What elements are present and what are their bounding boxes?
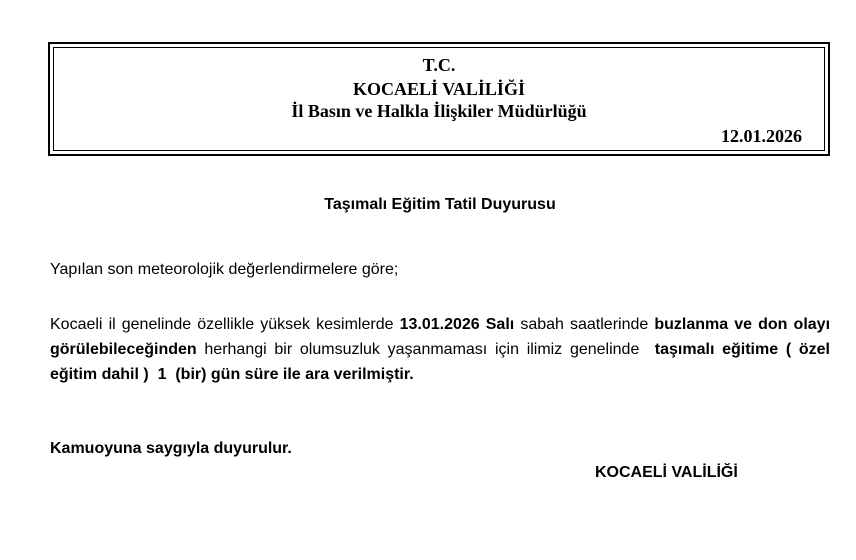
closing-text: Kamuoyuna saygıyla duyurulur. (50, 440, 292, 457)
header-box (48, 42, 830, 156)
announcement-paragraph (50, 312, 835, 387)
header-directorate: İl Basın ve Halkla İlişkiler Müdürlüğü (291, 101, 587, 121)
header-tc: T.C. (422, 55, 456, 75)
header-governorship: KOCAELİ VALİLİĞİ (353, 79, 525, 99)
header-date: 12.01.2026 (721, 126, 802, 146)
para-phenomenon: buzlanma ve don olayı görülebileceğinden (50, 316, 831, 358)
signature: KOCAELİ VALİLİĞİ (595, 464, 738, 481)
para-decision: taşımalı eğitime ( özel eğitim dahil ) 1 (bir) gün süre ile ara verilmiştir. (50, 341, 835, 383)
intro-text: Yapılan son meteorolojik değerlendirmelere göre; (50, 261, 399, 278)
announcement-title: Taşımalı Eğitim Tatil Duyurusu (324, 196, 556, 213)
para-text-1: Kocaeli il genelinde özellikle yüksek kesimlerde (50, 316, 400, 333)
header-inner-frame (53, 47, 825, 151)
para-text-3: herhangi bir olumsuzluk yaşanmaması için ilimiz genelinde (196, 341, 655, 358)
para-text-2: sabah saatlerinde (514, 316, 655, 333)
para-date-day: 13.01.2026 Salı (399, 316, 515, 333)
